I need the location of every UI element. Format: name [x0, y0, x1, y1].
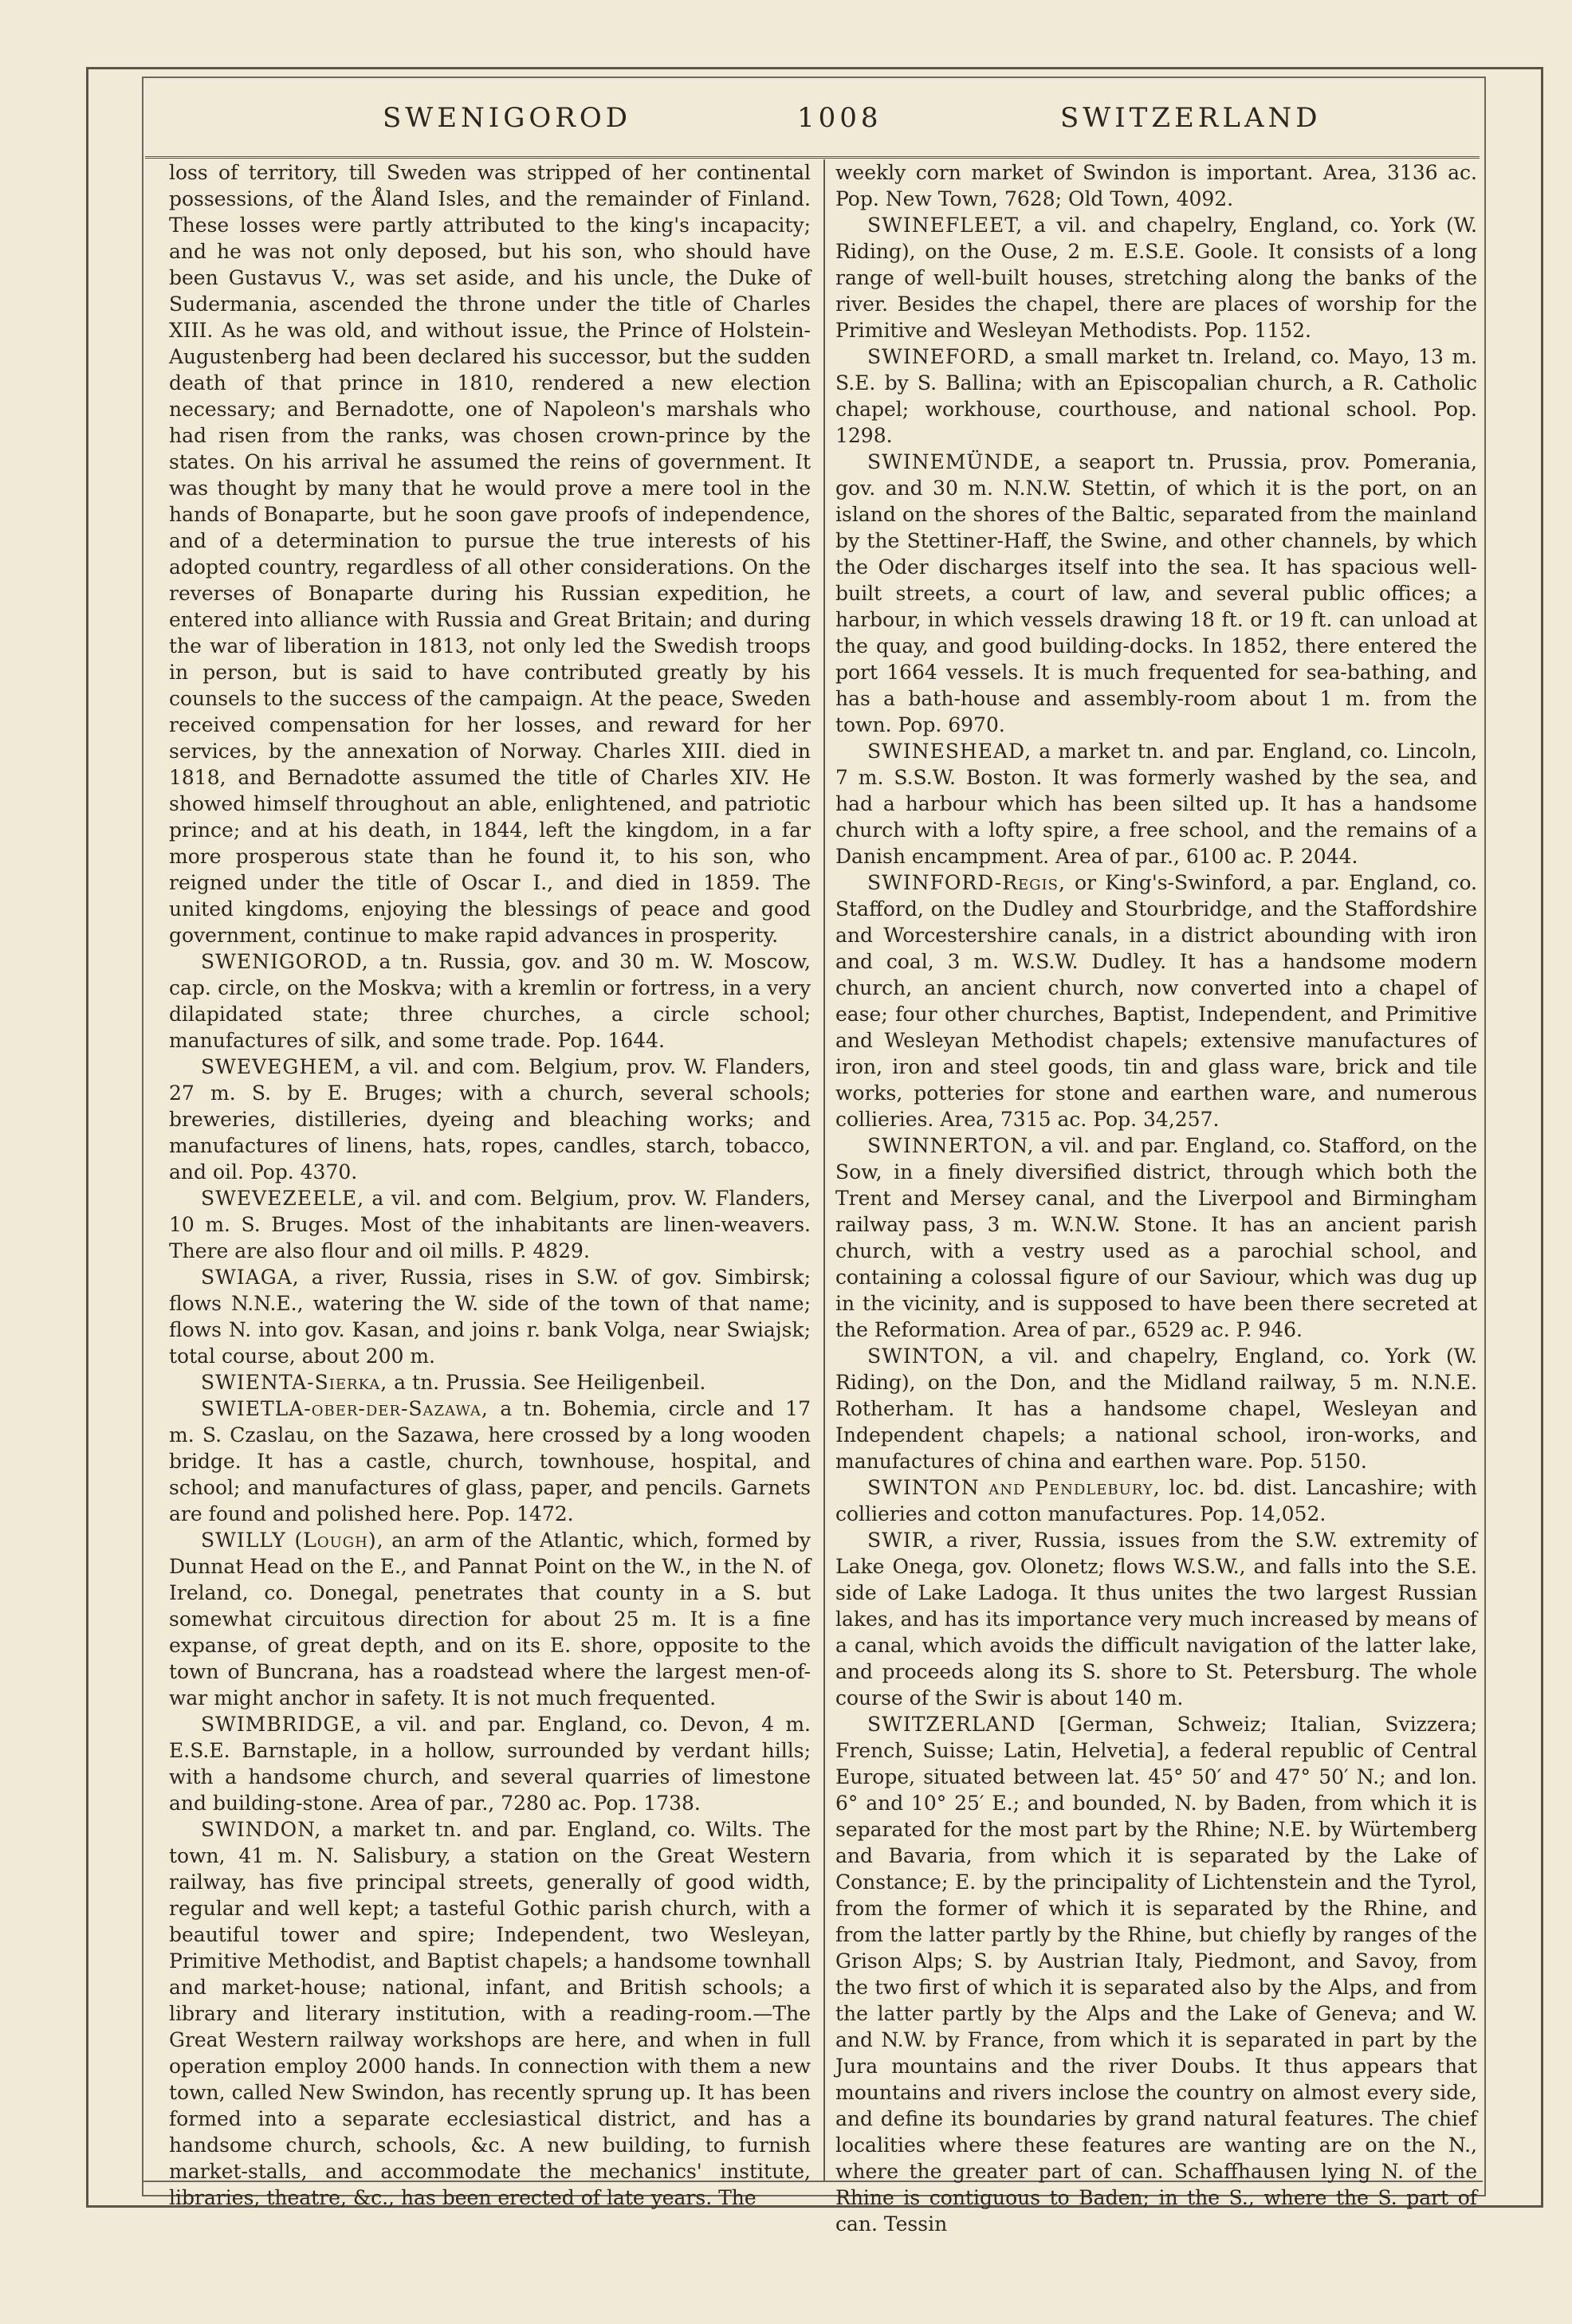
dictionary-entry [169, 948, 811, 1054]
entry-headword: SWEVEGHEM, [201, 1055, 361, 1078]
entry-text: a river, Russia, rises in S.W. of gov. Simbirsk; flows N.N.E., watering the W. side of the town of that name; flows N. into gov. Kasan, and joins r. bank Volga, near Swiajsk; total course, about 200 m. [169, 1266, 811, 1368]
dictionary-entry [169, 1264, 811, 1369]
running-head-left: SWENIGOROD [383, 102, 632, 134]
left-column [169, 159, 811, 2209]
dictionary-entry [835, 159, 1477, 212]
entry-text: a seaport tn. Prussia, prov. Pomerania, gov. and 30 m. N.N.W. Stettin, of which it is the port, on an island on the shores of the Baltic, separated from the mainland by the Stettiner-Haff, the Swine, and other channels, by which the Oder discharges itself into the sea. It has spacious well-built streets, a court of law, and several public offices; a harbour, in which vessels drawing 18 ft. or 19 ft. can unload at the quay, and good building-docks. In 1852, there entered the port 1664 vessels. It is much frequented for sea-bathing, and has a bath-house and assembly-room about 1 m. from the town. Pop. 6970. [835, 450, 1477, 736]
entry-headword: SWINTON, [867, 1345, 985, 1368]
entry-text: a vil. and chapelry, England, co. York (W. Riding), on the Don, and the Midland railway, 5 m. N.N.E. Rotherham. It has a handsome chapel, Wesleyan and Independent chapels; a national school, iron-works, and manufactures of china and earthen ware. Pop. 5150. [835, 1345, 1477, 1473]
entry-headword: SWIR, [867, 1529, 935, 1552]
dictionary-entry [835, 1527, 1477, 1711]
entry-headword: SWIETLA-ober-der-Sazawa, [201, 1397, 489, 1420]
entry-headword: SWITZERLAND [867, 1713, 1036, 1736]
entry-headword: SWIAGA, [201, 1266, 300, 1289]
dictionary-entry [169, 1816, 811, 2211]
dictionary-entry [169, 1396, 811, 1527]
dictionary-entry [169, 1185, 811, 1264]
dictionary-entry [169, 1054, 811, 1185]
entry-text: loss of territory, till Sweden was stripped of her continental possessions, of the Åland Isles, and the remainder of Finland. These losses were partly attributed to the king's incapacity; and he was not only deposed, but his son, who should have been Gustavus V., was set aside, and his uncle, the Duke of Sudermania, ascended the throne under the title of Charles XIII. As he was old, and without issue, the Prince of Holstein-Augustenberg had been declared his successor, but the sudden death of that prince in 1810, rendered a new election necessary; and Bernadotte, one of Napoleon's marshals who had risen from the ranks, was chosen crown-prince by the states. On his arrival he assumed the reins of government. It was thought by many that he would prove a mere tool in the hands of Bonaparte, but he soon gave proofs of independence, and of a determination to pursue the true interests of his adopted country, regardless of all other considerations. On the reverses of Bonaparte during his Russian expedition, he entered into alliance with Russia and Great Britain; and during the war of liberation in 1813, not only led the Swedish troops in person, but is said to have contributed greatly by his counsels to the success of the campaign. At the peace, Sweden received compensation for her losses, and reward for her services, by the annexation of Norway. Charles XIII. died in 1818, and Bernadotte assumed the title of Charles XIV. He showed himself throughout an able, enlightened, and patriotic prince; and at his death, in 1844, left the kingdom, in a far more prosperous state than he found it, to his son, who reigned under the title of Oscar I., and died in 1859. The united kingdoms, enjoying the blessings of peace and good government, continue to make rapid advances in prosperity. [169, 161, 811, 947]
dictionary-entry [169, 1711, 811, 1816]
entry-text: an arm of the Atlantic, which, formed by Dunnat Head on the E., and Pannat Point on the W., in the N. of Ireland, co. Donegal, penetrates that county in a S. but somewhat circuitous direction for about 25 m. It is a fine expanse, of great depth, and on its E. shore, opposite to the town of Buncrana, has a roadstead where the largest men-of-war might anchor in safety. It is not much frequented. [169, 1529, 811, 1710]
entry-text: a small market tn. Ireland, co. Mayo, 13 m. S.E. by S. Ballina; with an Episcopalian church, a R. Catholic chapel; workhouse, courthouse, and national school. Pop. 1298. [835, 345, 1477, 447]
entry-text: a tn. Prussia. See Heiligenbeil. [387, 1371, 706, 1394]
right-column [835, 159, 1478, 2236]
dictionary-entry [835, 1133, 1477, 1343]
dictionary-entry [835, 1343, 1477, 1474]
entry-headword: SWINEFLEET, [867, 214, 1024, 237]
entry-headword: SWINEMÜNDE, [867, 450, 1042, 473]
dictionary-entry [835, 1711, 1477, 2237]
dictionary-entry [169, 159, 811, 948]
dictionary-entry [835, 1474, 1477, 1527]
entry-headword: SWINEFORD, [867, 345, 1016, 368]
entry-headword: SWEVEZEELE, [201, 1187, 365, 1210]
entry-headword: SWINFORD-Regis, [867, 871, 1066, 894]
entry-text: a tn. Bohemia, circle and 17 m. S. Czaslau, on the Sazawa, here crossed by a long wooden bridge. It has a castle, church, townhouse, hospital, and school; and manufactures of glass, paper, and pencils. Garnets are found and polished here. Pop. 1472. [169, 1397, 811, 1525]
entry-text: [German, Schweiz; Italian, Svizzera; French, Suisse; Latin, Helvetia], a federal republic of Central Europe, situated between lat. 45° 50′ and 47° 50′ N.; and lon. 6° and 10° 25′ E.; and bounded, N. by Baden, from which it is separated for the most part by the Rhine; N.E. by Würtemberg and Bavaria, from which it is separated by the Lake of Constance; E. by the principality of Lichtenstein and the Tyrol, from the former of which it is separated by the Rhine, and from the latter partly by the Rhine, but chiefly by ranges of the Grison Alps; S. by Austrian Italy, Piedmont, and Savoy, from the two first of which it is separated also by the Alps, and from the latter partly by the Alps and the Lake of Geneva; and W. and N.W. by France, from which it is separated in part by the Jura mountains and the river Doubs. It thus appears that mountains and rivers inclose the country on almost every side, and define its boundaries by grand natural features. The chief localities where these features are wanting are on the N., where the greater part of can. Schaffhausen lying N. of the Rhine is contiguous to Baden; in the S., where the S. part of can. Tessin [835, 1713, 1477, 2236]
column-divider [823, 159, 825, 2181]
entry-headword: SWIENTA-Sierka, [201, 1371, 388, 1394]
entry-text: a vil. and par. England, co. Stafford, on the Sow, in a finely diversified district, through which both the Trent and Mersey canal, and the Liverpool and Birmingham railway pass, 3 m. W.N.W. Stone. It has an ancient parish church, with a vestry used as a parochial school, and containing a colossal figure of our Saviour, which was dug up in the vicinity, and is supposed to have been there secreted at the Reformation. Area of par., 6529 ac. P. 946. [835, 1134, 1477, 1341]
entry-text: a vil. and chapelry, England, co. York (W. Riding), on the Ouse, 2 m. E.S.E. Goole. It consists of a long range of well-built houses, stretching along the banks of the river. Besides the chapel, there are places of worship for the Primitive and Wesleyan Methodists. Pop. 1152. [835, 214, 1477, 342]
entry-headword: SWINTON and Pendlebury, [867, 1476, 1161, 1499]
entry-headword: SWINDON, [201, 1818, 322, 1841]
dictionary-entry [835, 738, 1477, 870]
entry-headword: SWINNERTON, [867, 1134, 1035, 1157]
running-head-right: SWITZERLAND [1060, 102, 1322, 134]
entry-headword: SWIMBRIDGE, [201, 1713, 363, 1736]
entry-text: a market tn. and par. England, co. Lincoln, 7 m. S.S.W. Boston. It was formerly washed by the sea, and had a harbour which has been silted up. It has a handsome church with a lofty spire, a free school, and the remains of a Danish encampment. Area of par., 6100 ac. P. 2044. [835, 740, 1477, 868]
entry-text: loc. bd. dist. Lancashire; with collieries and cotton manufactures. Pop. 14,052. [835, 1476, 1478, 1525]
dictionary-entry [835, 449, 1477, 738]
page-number: 1008 [797, 102, 882, 134]
header-rule [145, 156, 1480, 159]
entry-headword: SWILLY (Lough), [201, 1529, 384, 1552]
dictionary-entry [835, 212, 1477, 343]
entry-text: a vil. and par. England, co. Devon, 4 m. E.S.E. Barnstaple, in a hollow, surrounded by verdant hills; with a handsome church, and several quarries of limestone and building-stone. Area of par., 7280 ac. Pop. 1738. [169, 1713, 811, 1815]
dictionary-entry [835, 870, 1477, 1133]
entry-headword: SWENIGOROD, [201, 950, 369, 973]
entry-text: a market tn. and par. England, co. Wilts. The town, 41 m. N. Salisbury, a station on the Great Western railway, has five principal streets, generally of good width, regular and well kept; a tasteful Gothic parish church, with a beautiful tower and spire; Independent, two Wesleyan, Primitive Methodist, and Baptist chapels; a handsome townhall and market-house; national, infant, and British schools; a library and literary institution, with a reading-room.—The Great Western railway workshops are here, and when in full operation employ 2000 hands. In connection with them a new town, called New Swindon, has recently sprung up. It has been formed into a separate ecclesiastical district, and has a handsome church, schools, &c. A new building, to furnish market-stalls, and accommodate the mechanics' institute, libraries, theatre, &c., has been erected of late years. The [169, 1818, 811, 2209]
entry-text: a tn. Russia, gov. and 30 m. W. Moscow, cap. circle, on the Moskva; with a kremlin or fortress, in a very dilapidated state; three churches, a circle school; manufactures of silk, and some trade. Pop. 1644. [169, 950, 811, 1052]
dictionary-entry [169, 1369, 811, 1396]
dictionary-entry [169, 1527, 811, 1711]
dictionary-entry [835, 343, 1477, 449]
entry-text: a vil. and com. Belgium, prov. W. Flanders, 10 m. S. Bruges. Most of the inhabitants are linen-weavers. There are also flour and oil mills. P. 4829. [169, 1187, 811, 1262]
entry-text: or King's-Swinford, a par. England, co. Stafford, on the Dudley and Stourbridge, and the Staffordshire and Worcestershire canals, in a district abounding with iron and coal, 3 m. W.S.W. Dudley. It has a handsome modern church, an ancient church, now converted into a chapel of ease; four other churches, Baptist, Independent, and Primitive and Wesleyan Methodist chapels; extensive manufactures of iron, iron and steel goods, tin and glass ware, brick and tile works, potteries for stone and earthen ware, and numerous collieries. Area, 7315 ac. Pop. 34,257. [835, 871, 1477, 1131]
entry-text: a vil. and com. Belgium, prov. W. Flanders, 27 m. S. by E. Bruges; with a church, several schools; breweries, distilleries, dyeing and bleaching works; and manufactures of linens, hats, ropes, candles, starch, tobacco, and oil. Pop. 4370. [169, 1055, 811, 1184]
entry-headword: SWINESHEAD, [867, 740, 1032, 763]
entry-text: a river, Russia, issues from the S.W. extremity of Lake Onega, gov. Olonetz; flows W.S.W., and falls into the S.E. side of Lake Ladoga. It thus unites the two largest Russian lakes, and has its importance very much increased by means of a canal, which avoids the difficult navigation of the latter lake, and proceeds along its S. shore to St. Petersburg. The whole course of the Swir is about 140 m. [835, 1529, 1477, 1710]
entry-text: weekly corn market of Swindon is important. Area, 3136 ac. Pop. New Town, 7628; Old Town, 4092. [835, 161, 1477, 210]
